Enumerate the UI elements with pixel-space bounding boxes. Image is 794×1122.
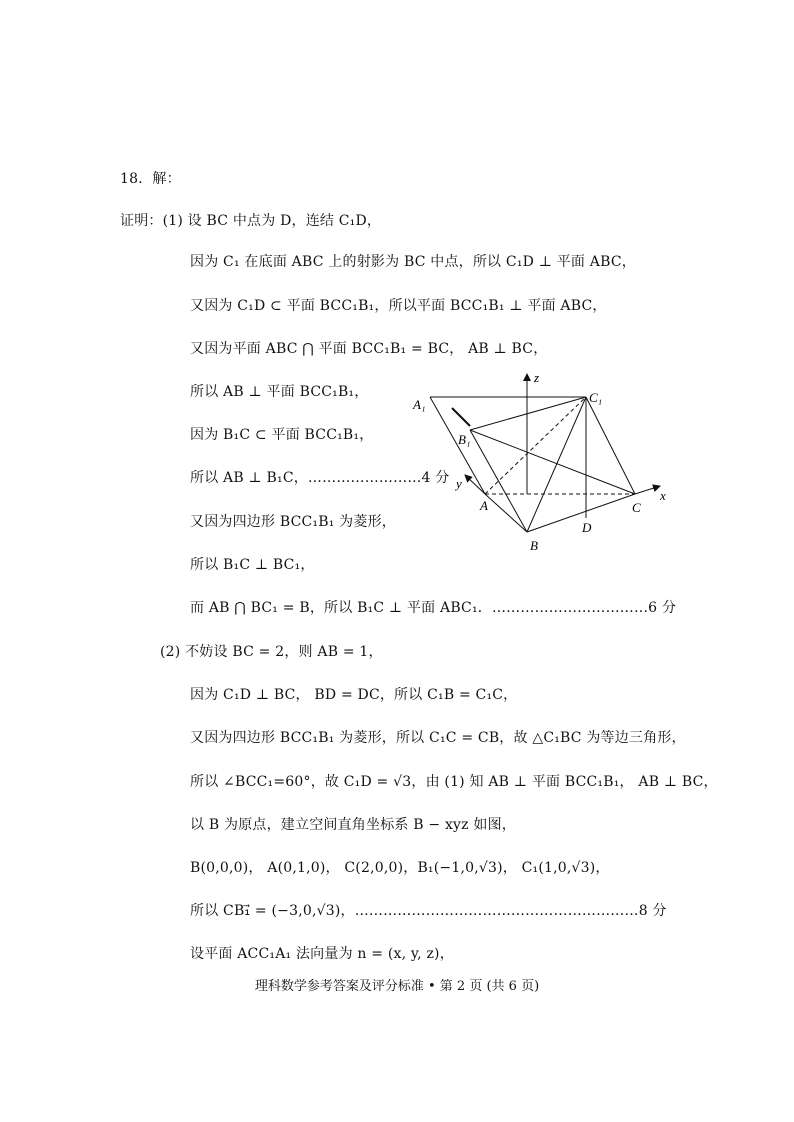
label-c1: C₁ xyxy=(589,390,603,405)
part1-line-9: 而 AB ⋂ BC₁ = B，所以 B₁C ⊥ 平面 ABC₁．……………………………6 分 xyxy=(190,600,677,616)
label-d: D xyxy=(582,520,592,535)
part1-line-1: 因为 C₁ 在底面 ABC 上的射影为 BC 中点，所以 C₁D ⊥ 平面 ABC， xyxy=(190,254,636,270)
part2-line-4: 以 B 为原点，建立空间直角坐标系 B − xyz 如图， xyxy=(190,817,516,833)
label-a1: A₁ xyxy=(413,397,426,412)
part2-line-3: 所以 ∠BCC₁=60°，故 C₁D = √3，由 (1) 知 AB ⊥ 平面 BCC₁B₁， AB ⊥ BC， xyxy=(190,774,718,790)
label-z: z xyxy=(534,370,540,385)
label-x: x xyxy=(660,488,666,503)
part2-line-7: 设平面 ACC₁A₁ 法向量为 n = (x, y, z)， xyxy=(190,946,454,962)
edge-b1-c1 xyxy=(470,397,586,430)
part1-line-7: 又因为四边形 BCC₁B₁ 为菱形， xyxy=(190,514,396,530)
label-y: y xyxy=(456,476,462,491)
part2-line-2: 又因为四边形 BCC₁B₁ 为菱形，所以 C₁C = CB，故 △C₁BC 为等边三角形， xyxy=(190,730,686,746)
problem-heading: 18．解： xyxy=(120,171,181,187)
part1-line-2: 又因为 C₁D ⊂ 平面 BCC₁B₁，所以平面 BCC₁B₁ ⊥ 平面 ABC， xyxy=(190,298,607,314)
part1-line-4: 所以 AB ⊥ 平面 BCC₁B₁， xyxy=(190,384,369,400)
part1-line-5: 因为 B₁C ⊂ 平面 BCC₁B₁， xyxy=(190,427,374,443)
prism-figure xyxy=(410,360,680,560)
edge-a-b xyxy=(485,494,527,532)
edge-a1-b1 xyxy=(452,408,470,426)
edge-b-c xyxy=(527,494,635,532)
part1-line-8: 所以 B₁C ⊥ BC₁， xyxy=(190,557,315,573)
part2-line-6: 所以 CB₁⃗ = (−3,0,√3)，……………………………………………………8 分 xyxy=(190,903,667,919)
part1-line-3: 又因为平面 ABC ⋂ 平面 BCC₁B₁ = BC， AB ⊥ BC， xyxy=(190,341,548,357)
part2-intro: (2) 不妨设 BC = 2，则 AB = 1， xyxy=(160,644,383,660)
part2-line-5: B(0,0,0)， A(0,1,0)， C(2,0,0)，B₁(−1,0,√3)， C₁(1,0,√3)， xyxy=(190,860,610,876)
edge-b1-b xyxy=(470,430,527,532)
label-b1: B₁ xyxy=(458,432,471,447)
label-b: B xyxy=(530,538,538,553)
edge-c1-b xyxy=(527,397,586,532)
proof-intro: 证明：(1) 设 BC 中点为 D，连结 C₁D， xyxy=(120,213,382,229)
x-axis xyxy=(635,486,660,494)
edge-c1-c xyxy=(586,397,635,494)
part1-line-6: 所以 AB ⊥ B₁C，……………………4 分 xyxy=(190,470,450,486)
label-c: C xyxy=(632,500,641,515)
label-a: A xyxy=(480,498,488,513)
page-footer: 理科数学参考答案及评分标准 • 第 2 页 (共 6 页) xyxy=(254,979,540,994)
y-axis xyxy=(465,475,485,494)
part2-line-1: 因为 C₁D ⊥ BC， BD = DC，所以 C₁B = C₁C， xyxy=(190,687,518,703)
edge-b1-c xyxy=(470,430,635,494)
